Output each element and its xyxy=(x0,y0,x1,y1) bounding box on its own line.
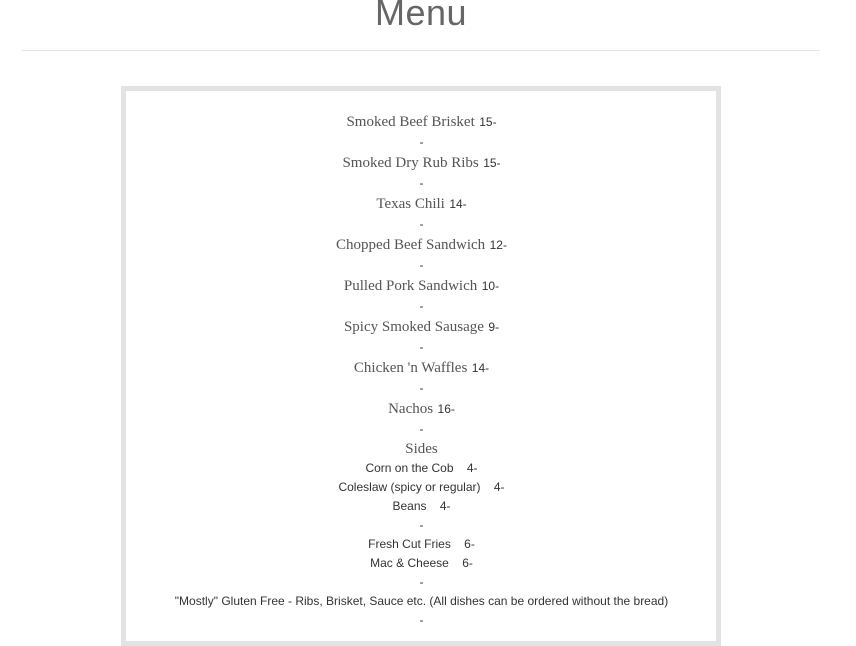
separator: - xyxy=(419,135,424,149)
menu-item xyxy=(126,317,717,358)
menu-content xyxy=(126,112,717,630)
menu-item xyxy=(126,235,717,276)
menu-item-price: 15- xyxy=(483,156,501,170)
side-item xyxy=(126,478,717,497)
page-title: Menu xyxy=(374,0,468,33)
menu-item-name: Texas Chili xyxy=(376,196,445,212)
separator: - xyxy=(419,518,424,532)
menu-item-name: Chopped Beef Sandwich xyxy=(336,237,486,253)
separator: - xyxy=(419,575,424,589)
menu-item-price: 16- xyxy=(437,402,455,416)
menu-item-price: 14- xyxy=(449,197,467,211)
gluten-free-note: "Mostly" Gluten Free - Ribs, Brisket, Sauce etc. (All dishes can be ordered without the bread) xyxy=(174,594,669,608)
menu-item xyxy=(126,399,717,440)
side-item-name: Fresh Cut Fries xyxy=(368,537,451,551)
side-item-name: Corn on the Cob xyxy=(365,461,454,475)
menu-item xyxy=(126,194,717,235)
side-item xyxy=(126,459,717,478)
side-item-price: 4- xyxy=(466,461,478,475)
menu-item-price: 9- xyxy=(488,320,500,334)
menu-item-name: Spicy Smoked Sausage xyxy=(343,319,484,335)
side-item xyxy=(126,535,717,554)
sides-heading: Sides xyxy=(405,441,438,457)
side-item-name: Coleslaw (spicy or regular) xyxy=(338,480,481,494)
menu-item xyxy=(126,276,717,317)
side-item-price: 4- xyxy=(493,480,505,494)
side-item xyxy=(126,554,717,573)
separator: - xyxy=(419,613,424,627)
menu-item-price: 14- xyxy=(471,361,490,375)
side-item-name: Mac & Cheese xyxy=(370,556,449,570)
separator: - xyxy=(419,176,424,190)
menu-item xyxy=(126,112,717,153)
menu-item-name: Nachos xyxy=(388,401,434,417)
header-divider xyxy=(22,50,820,51)
separator: - xyxy=(419,217,424,231)
menu-item-name: Chicken 'n Waffles xyxy=(353,360,468,376)
menu-item-price: 12- xyxy=(489,238,507,252)
side-item-name: Beans xyxy=(392,499,427,513)
separator: - xyxy=(419,340,424,354)
separator: - xyxy=(419,299,424,313)
menu-item-name: Smoked Dry Rub Ribs xyxy=(342,155,479,171)
menu-item-name: Pulled Pork Sandwich xyxy=(343,278,478,294)
separator: - xyxy=(419,258,424,272)
side-item-price: 6- xyxy=(462,556,473,570)
side-item xyxy=(126,497,717,516)
menu-item-price: 10- xyxy=(481,279,500,293)
menu-item xyxy=(126,358,717,399)
side-item-price: 4- xyxy=(439,499,451,513)
menu-item xyxy=(126,153,717,194)
menu-item-price: 15- xyxy=(479,115,497,129)
separator: - xyxy=(419,381,424,395)
side-item-price: 6- xyxy=(464,537,475,551)
menu-item-name: Smoked Beef Brisket xyxy=(346,114,475,130)
separator: - xyxy=(419,422,424,436)
